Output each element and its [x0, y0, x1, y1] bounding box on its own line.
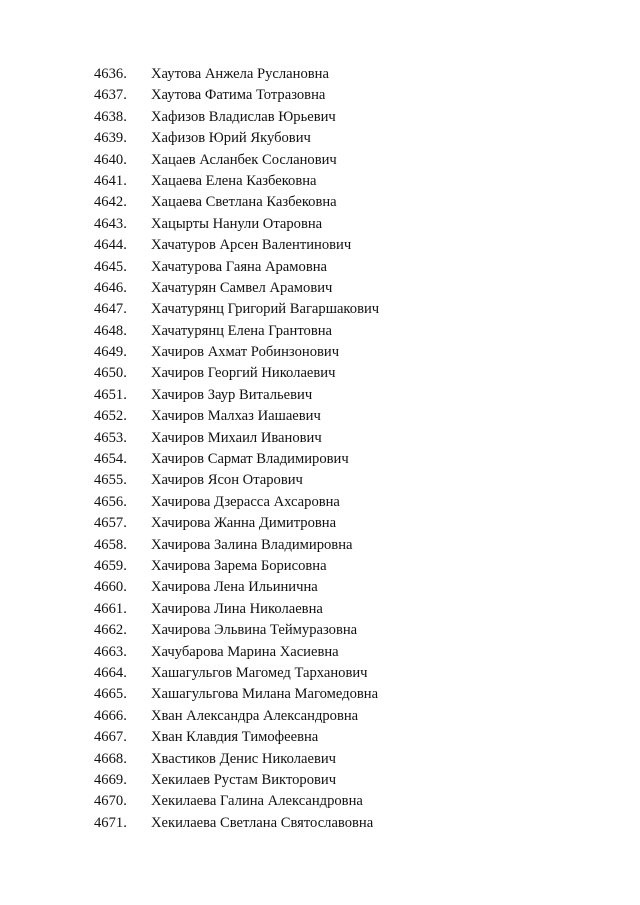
- list-item: [94, 257, 379, 278]
- entry-name: Хацаева Светлана Казбековна: [151, 194, 337, 211]
- entry-number: 4637.: [94, 87, 127, 104]
- list-item: [94, 85, 379, 106]
- list-item: [94, 684, 379, 705]
- entry-number: 4666.: [94, 707, 127, 724]
- list-item: [94, 128, 379, 149]
- entry-name: Хекилаева Светлана Святославовна: [151, 814, 374, 831]
- entry-name: Хашагульгова Милана Магомедовна: [151, 686, 379, 703]
- entry-number: 4670.: [94, 793, 127, 810]
- entry-number: 4671.: [94, 814, 127, 831]
- entry-number: 4640.: [94, 151, 127, 168]
- list-item: [94, 278, 379, 299]
- entry-name: Хачиров Сармат Владимирович: [151, 451, 349, 468]
- list-item: [94, 321, 379, 342]
- entry-number: 4657.: [94, 515, 127, 532]
- list-item: [94, 749, 379, 770]
- entry-name: Хаутова Фатима Тотразовна: [151, 87, 326, 104]
- entry-name: Хвастиков Денис Николаевич: [151, 750, 337, 767]
- list-item: [94, 299, 379, 320]
- list-item: [94, 171, 379, 192]
- list-item: [94, 513, 379, 534]
- entry-number: 4665.: [94, 686, 127, 703]
- entry-number: 4645.: [94, 258, 127, 275]
- entry-name: Хачиров Ясон Отарович: [151, 472, 303, 489]
- entry-number: 4664.: [94, 664, 127, 681]
- list-item: [94, 385, 379, 406]
- entry-name: Хван Клавдия Тимофеевна: [151, 729, 319, 746]
- entry-name: Хачирова Зарема Борисовна: [151, 557, 327, 574]
- list-item: [94, 107, 379, 128]
- entry-number: 4659.: [94, 557, 127, 574]
- list-item: [94, 535, 379, 556]
- entry-name: Хачирова Залина Владимировна: [151, 536, 353, 553]
- entry-name: Хачирова Дзерасса Ахсаровна: [151, 493, 340, 510]
- entry-name: Хачатурянц Елена Грантовна: [151, 322, 333, 339]
- list-item: [94, 449, 379, 470]
- entry-number: 4649.: [94, 344, 127, 361]
- entry-number: 4663.: [94, 643, 127, 660]
- entry-name: Хачирова Жанна Димитровна: [151, 515, 337, 532]
- list-item: [94, 791, 379, 812]
- list-item: [94, 363, 379, 384]
- list-item: [94, 556, 379, 577]
- entry-name: Хафизов Владислав Юрьевич: [151, 108, 336, 125]
- list-item: [94, 663, 379, 684]
- entry-name: Хачиров Ахмат Робинзонович: [151, 344, 340, 361]
- entry-name: Хачатурянц Григорий Вагаршакович: [151, 301, 380, 318]
- name-list: [94, 64, 379, 834]
- entry-name: Хачирова Лина Николаевна: [151, 600, 323, 617]
- entry-number: 4651.: [94, 386, 127, 403]
- list-item: [94, 706, 379, 727]
- entry-name: Хекилаева Галина Александровна: [151, 793, 363, 810]
- entry-number: 4647.: [94, 301, 127, 318]
- list-item: [94, 342, 379, 363]
- entry-number: 4652.: [94, 408, 127, 425]
- entry-number: 4643.: [94, 215, 127, 232]
- entry-name: Хацырты Нанули Отаровна: [151, 215, 323, 232]
- entry-name: Хачирова Лена Ильинична: [151, 579, 318, 596]
- list-item: [94, 192, 379, 213]
- list-item: [94, 599, 379, 620]
- entry-number: 4667.: [94, 729, 127, 746]
- entry-name: Хван Александра Александровна: [151, 707, 359, 724]
- list-item: [94, 492, 379, 513]
- entry-number: 4656.: [94, 493, 127, 510]
- list-item: [94, 577, 379, 598]
- list-item: [94, 770, 379, 791]
- entry-name: Хекилаев Рустам Викторович: [151, 771, 337, 788]
- list-item: [94, 813, 379, 834]
- entry-number: 4648.: [94, 322, 127, 339]
- entry-number: 4654.: [94, 451, 127, 468]
- list-item: [94, 235, 379, 256]
- entry-number: 4668.: [94, 750, 127, 767]
- list-item: [94, 428, 379, 449]
- entry-number: 4650.: [94, 365, 127, 382]
- entry-name: Хашагульгов Магомед Тарханович: [151, 664, 368, 681]
- entry-number: 4660.: [94, 579, 127, 596]
- entry-number: 4642.: [94, 194, 127, 211]
- list-item: [94, 214, 379, 235]
- entry-number: 4641.: [94, 172, 127, 189]
- entry-number: 4636.: [94, 66, 127, 82]
- entry-name: Хачиров Георгий Николаевич: [151, 365, 336, 382]
- entry-number: 4658.: [94, 536, 127, 553]
- entry-name: Хачиров Малхаз Иашаевич: [151, 408, 321, 425]
- list-item: [94, 470, 379, 491]
- entry-name: Хачатурян Самвел Арамович: [151, 279, 333, 296]
- list-item: [94, 727, 379, 748]
- entry-number: 4646.: [94, 279, 127, 296]
- list-item: [94, 406, 379, 427]
- list-item: [94, 150, 379, 171]
- entry-name: Хачиров Заур Витальевич: [151, 386, 313, 403]
- entry-name: Хачирова Эльвина Теймуразовна: [151, 622, 358, 639]
- entry-name: Хачиров Михаил Иванович: [151, 429, 322, 446]
- list-item: [94, 620, 379, 641]
- list-item: [94, 64, 379, 85]
- entry-name: Хачубарова Марина Хасиевна: [151, 643, 339, 660]
- entry-number: 4669.: [94, 771, 127, 788]
- entry-name: Хафизов Юрий Якубович: [151, 130, 311, 147]
- entry-number: 4653.: [94, 429, 127, 446]
- entry-number: 4644.: [94, 237, 127, 254]
- entry-number: 4655.: [94, 472, 127, 489]
- entry-number: 4639.: [94, 130, 127, 147]
- entry-number: 4662.: [94, 622, 127, 639]
- entry-name: Хацаев Асланбек Сосланович: [151, 151, 337, 168]
- entry-name: Хачатурова Гаяна Арамовна: [151, 258, 327, 275]
- entry-name: Хачатуров Арсен Валентинович: [151, 237, 352, 254]
- entry-name: Хаутова Анжела Руслановна: [151, 66, 329, 82]
- entry-number: 4661.: [94, 600, 127, 617]
- entry-number: 4638.: [94, 108, 127, 125]
- entry-name: Хацаева Елена Казбековна: [151, 172, 317, 189]
- list-item: [94, 642, 379, 663]
